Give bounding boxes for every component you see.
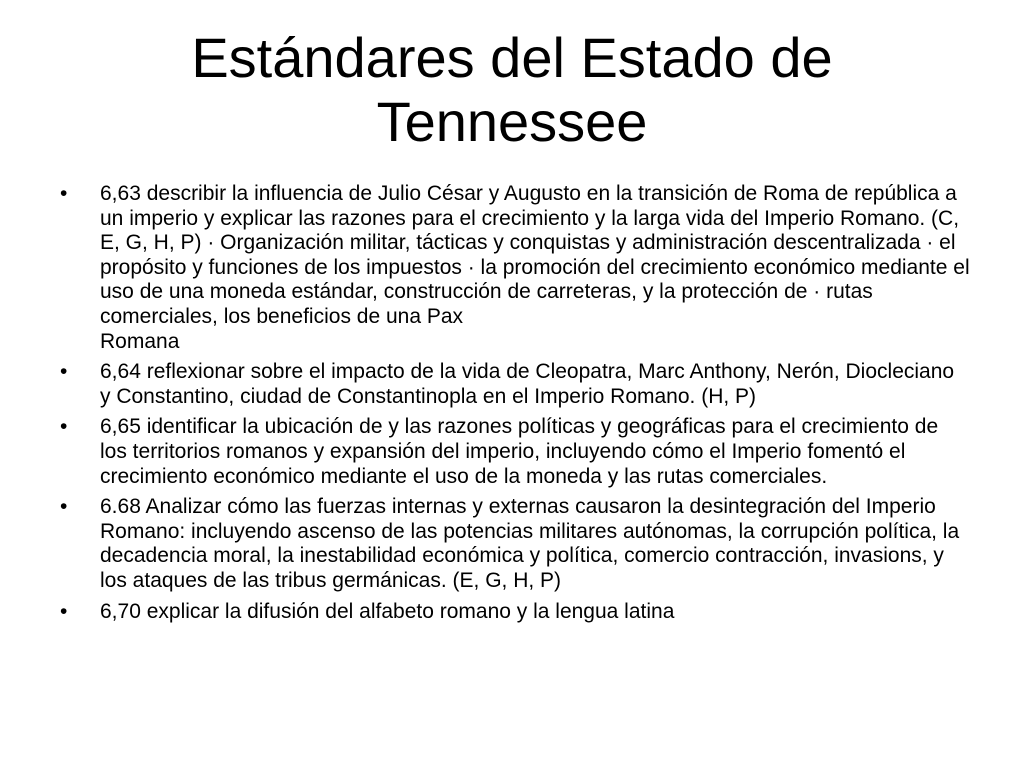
slide-title: Estándares del Estado de Tennessee xyxy=(191,26,833,153)
bullet-icon: • xyxy=(60,360,68,384)
bullet-item xyxy=(60,495,970,593)
bullet-text: 6,70 explicar la difusión del alfabeto romano y la lengua latina xyxy=(100,599,675,623)
bullet-list xyxy=(60,182,970,630)
bullet-icon: • xyxy=(60,495,68,519)
bullet-text: 6,64 reflexionar sobre el impacto de la vida de Cleopatra, Marc Anthony, Nerón, Diocleciano y Constantino, ciudad de Constantinopla en el Imperio Romano. (H, P) xyxy=(100,360,955,408)
bullet-item xyxy=(60,600,970,625)
bullet-text: 6.68 Analizar cómo las fuerzas internas y externas causaron la desintegración del Imperio Romano: incluyendo ascenso de las potencias militares autónomas, la corrupción política, la decadencia moral, la inestabilidad económica y política, comercio contracción, invasions, y los ataques de las tribus germánicas. (E, G, H, P) xyxy=(100,495,960,592)
bullet-item xyxy=(60,415,970,489)
bullet-icon: • xyxy=(60,415,68,439)
bullet-icon: • xyxy=(60,599,68,623)
bullet-text: 6,65 identificar la ubicación de y las razones políticas y geográficas para el crecimiento de los territorios romanos y expansión del imperio, incluyendo cómo el Imperio fomentó el crecimiento económico mediante el uso de la moneda y las rutas comerciales. xyxy=(100,415,939,488)
bullet-item xyxy=(60,360,970,409)
bullet-icon: • xyxy=(60,182,68,205)
bullet-item xyxy=(60,182,970,354)
bullet-text: 6,63 describir la influencia de Julio César y Augusto en la transición de Roma de república a un imperio y explicar las razones para el crecimiento y la larga vida del Imperio Romano. (C, E, G, H, P) · Organización militar, tácticas y conquistas y administración descentralizada · el propósito y funciones de los impuestos · la promoción del crecimiento económico mediante el uso de una moneda estándar, construcción de carreteras, y la protección de · rutas comerciales, los beneficios de una Pax Romana xyxy=(100,182,970,353)
